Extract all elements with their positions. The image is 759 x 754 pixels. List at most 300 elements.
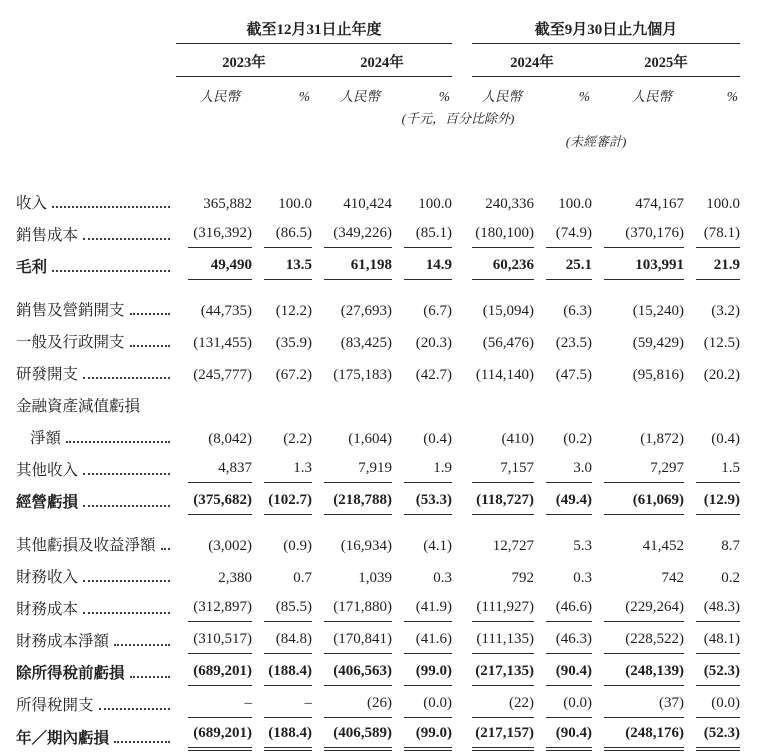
cell-value [684, 485, 740, 517]
cell-value-text: (218,788) [324, 492, 392, 515]
cell-value [592, 357, 684, 389]
cell-value-text: (6.7) [423, 303, 453, 319]
cell-value-text: 240,336 [485, 196, 535, 212]
percent-header: % [298, 89, 310, 104]
row-label [16, 453, 176, 485]
spacer-row [16, 282, 740, 293]
dot-leader [83, 580, 170, 582]
dot-leader [161, 548, 170, 550]
table-row [16, 250, 740, 282]
row-label-text: 財務收入 [16, 569, 79, 586]
cell-value-text: (312,897) [188, 599, 252, 622]
table-row [16, 560, 740, 592]
cell-value-text: (375,682) [188, 492, 252, 515]
cell-value [684, 250, 740, 282]
cell-value [312, 592, 392, 624]
dot-leader [99, 708, 170, 710]
cell-value [534, 421, 592, 453]
cell-value [176, 250, 252, 282]
table-row [16, 218, 740, 250]
cell-value-text: (0.9) [283, 538, 312, 554]
cell-value-text: (406,563) [324, 663, 392, 686]
dot-leader [83, 377, 170, 379]
row-label [16, 389, 176, 421]
cell-value [312, 560, 392, 592]
cell-value [392, 453, 452, 485]
cell-value-text: (52.3) [696, 725, 740, 748]
cell-value [392, 485, 452, 517]
cell-value [252, 293, 312, 325]
row-label [16, 186, 176, 218]
cell-value [534, 528, 592, 560]
cell-value [312, 218, 392, 250]
cell-value-text: (27,693) [340, 303, 392, 319]
cell-value [684, 528, 740, 560]
cell-value-text: (0.0) [546, 695, 592, 718]
cell-value [176, 720, 252, 753]
cell-value [452, 250, 534, 282]
row-label-text: 其他收入 [16, 462, 79, 479]
cell-value [312, 250, 392, 282]
row-label-text: 一般及行政開支 [16, 334, 125, 351]
cell-value-text: (248,176) [604, 725, 684, 748]
dot-leader [52, 270, 170, 272]
row-label [16, 421, 176, 453]
cell-value [452, 592, 534, 624]
cell-value-text: (406,589) [324, 725, 392, 748]
cell-value-text: (3.2) [711, 303, 741, 319]
table-row [16, 592, 740, 624]
row-label [16, 592, 176, 624]
dot-leader [130, 676, 170, 678]
cell-value [312, 453, 392, 485]
cell-value-text: (52.3) [696, 663, 740, 686]
cell-value [252, 560, 312, 592]
cell-value-text: (85.1) [404, 225, 452, 248]
cell-value-text: (118,727) [472, 492, 534, 515]
cell-value-text: 1,039 [358, 570, 392, 586]
cell-value [312, 656, 392, 688]
table-row [16, 528, 740, 560]
cell-value [592, 560, 684, 592]
cell-value [592, 293, 684, 325]
cell-value-text: (4.1) [423, 538, 453, 554]
cell-value [452, 528, 534, 560]
cell-value-text: (248,139) [604, 663, 684, 686]
cell-value-text: (689,201) [188, 725, 252, 748]
cell-value-text: – [188, 695, 252, 718]
cell-value [534, 325, 592, 357]
cell-value-text: 25.1 [546, 257, 592, 280]
cell-value-text: 60,236 [472, 257, 534, 280]
period-group-ninemonth-title: 截至9月30日止九個月 [472, 18, 740, 44]
cell-value [684, 656, 740, 688]
cell-value [176, 421, 252, 453]
row-label-text: 年／期內虧損 [16, 730, 110, 747]
cell-value-text: (111,135) [472, 631, 534, 654]
cell-value-text: (83,425) [340, 335, 392, 351]
currency-header: 人民幣 [631, 89, 673, 104]
cell-value-text: (20.2) [703, 367, 741, 383]
cell-value [176, 186, 252, 218]
cell-value [684, 688, 740, 720]
cell-value [392, 250, 452, 282]
cell-value [252, 720, 312, 753]
table-row [16, 389, 740, 421]
unaudited-note-row [16, 127, 740, 150]
cell-value-text: 365,882 [203, 196, 252, 212]
row-label-text: 收入 [16, 195, 48, 212]
dot-leader [114, 644, 170, 646]
dot-leader [52, 206, 170, 208]
cell-value-text: 41,452 [642, 538, 685, 554]
cell-value-text: 13.5 [264, 257, 312, 280]
cell-value-text: (131,455) [193, 335, 252, 351]
cell-value-text: (46.3) [546, 631, 592, 654]
cell-value [312, 186, 392, 218]
cell-value [452, 186, 534, 218]
table-row [16, 293, 740, 325]
cell-value [534, 624, 592, 656]
cell-value [592, 528, 684, 560]
cell-value-text: (12.2) [275, 303, 312, 319]
cell-value-text: (111,927) [472, 599, 534, 622]
cell-value [176, 485, 252, 517]
cell-value-text: (86.5) [264, 225, 312, 248]
table-row [16, 421, 740, 453]
cell-value-text: 2,380 [218, 570, 252, 586]
period-group-annual-title: 截至12月31日止年度 [176, 18, 452, 44]
cell-value [176, 357, 252, 389]
cell-value [252, 624, 312, 656]
cell-value-text: (310,517) [188, 631, 252, 654]
cell-value-text: (15,094) [482, 303, 535, 319]
cell-value-text: (84.8) [264, 631, 312, 654]
cell-value-text: (410) [501, 431, 535, 447]
row-label [16, 218, 176, 250]
cell-value-text: 14.9 [404, 257, 452, 280]
cell-value [534, 250, 592, 282]
cell-value [534, 186, 592, 218]
cell-value-text: (61,069) [604, 492, 684, 515]
row-label-text: 毛利 [16, 259, 48, 276]
cell-value [252, 325, 312, 357]
cell-value-text: (26) [324, 695, 392, 718]
row-label [16, 528, 176, 560]
cell-value [534, 560, 592, 592]
cell-value [684, 592, 740, 624]
cell-value-text: (228,522) [604, 631, 684, 654]
table-row [16, 357, 740, 389]
cell-value-text: (245,777) [193, 367, 252, 383]
cell-value [392, 293, 452, 325]
cell-value [452, 357, 534, 389]
cell-value-text: (99.0) [404, 663, 452, 686]
cell-value [392, 218, 452, 250]
cell-value [252, 485, 312, 517]
cell-value [312, 485, 392, 517]
cell-value-text: – [264, 695, 312, 718]
row-label-text: 所得稅開支 [16, 697, 94, 714]
table-row [16, 186, 740, 218]
cell-value-text: (42.7) [415, 367, 453, 383]
row-label-text: 銷售成本 [16, 227, 79, 244]
cell-value-text: 792 [511, 570, 535, 586]
cell-value [534, 453, 592, 485]
cell-value-text: (59,429) [632, 335, 685, 351]
cell-value-text: (1,872) [640, 431, 685, 447]
dot-leader [114, 741, 170, 743]
cell-value [176, 325, 252, 357]
cell-value [592, 250, 684, 282]
empty-cells [176, 389, 740, 421]
cell-value-text: (170,841) [324, 631, 392, 654]
cell-value [176, 528, 252, 560]
cell-value-text: (20.3) [415, 335, 453, 351]
cell-value [392, 528, 452, 560]
cell-value-text: 100.0 [418, 196, 453, 212]
cell-value-text: (316,392) [188, 225, 252, 248]
cell-value [392, 624, 452, 656]
cell-value [392, 421, 452, 453]
cell-value-text: 742 [661, 570, 685, 586]
cell-value [534, 592, 592, 624]
dot-leader [83, 505, 170, 507]
cell-value [452, 453, 534, 485]
dot-leader [130, 345, 170, 347]
cell-value [252, 250, 312, 282]
table-row [16, 720, 740, 753]
table-row [16, 325, 740, 357]
cell-value-text: 100.0 [278, 196, 312, 212]
row-label-text: 財務成本淨額 [16, 633, 110, 650]
cell-value [312, 720, 392, 753]
cell-value-text: (175,183) [333, 367, 392, 383]
cell-value-text: (12.5) [703, 335, 741, 351]
unit-note: (千元，百分比除外) [401, 111, 515, 126]
cell-value-text: (180,100) [472, 225, 534, 248]
row-label-text: 財務成本 [16, 601, 79, 618]
cell-value-text: (90.4) [546, 663, 592, 686]
percent-header: % [578, 89, 591, 104]
label-column-spacer [16, 10, 176, 44]
cell-value [684, 720, 740, 753]
row-label [16, 293, 176, 325]
row-label-text: 金融資產減值虧損 [16, 398, 141, 415]
cell-value [312, 528, 392, 560]
cell-value-text: (217,135) [472, 663, 534, 686]
year-2024: 2024年 [312, 44, 452, 77]
cell-value-text: (41.6) [404, 631, 452, 654]
currency-header: 人民幣 [339, 89, 380, 104]
percent-header: % [726, 89, 739, 104]
row-label [16, 720, 176, 753]
row-label [16, 656, 176, 688]
cell-value-text: (78.1) [696, 225, 740, 248]
cell-value-text: 0.3 [573, 570, 593, 586]
cell-value [176, 592, 252, 624]
cell-value-text: (0.0) [696, 695, 740, 718]
table-row [16, 688, 740, 720]
row-label [16, 250, 176, 282]
cell-value [176, 560, 252, 592]
cell-value-text: 0.7 [293, 570, 312, 586]
cell-value [452, 218, 534, 250]
dot-leader [66, 441, 170, 443]
cell-value [452, 293, 534, 325]
dot-leader [83, 238, 170, 240]
row-label [16, 357, 176, 389]
row-label-text: 其他虧損及收益淨額 [16, 537, 156, 554]
year-2024-ninemonth: 2024年 [452, 44, 592, 77]
cell-value [312, 357, 392, 389]
cell-value [392, 592, 452, 624]
cell-value [392, 720, 452, 753]
cell-value-text: (114,140) [475, 367, 535, 383]
cell-value-text: (15,240) [632, 303, 685, 319]
cell-value-text: 1.9 [404, 460, 452, 483]
cell-value [592, 592, 684, 624]
cell-value-text: 0.2 [721, 570, 741, 586]
unit-note-row [16, 105, 740, 127]
cell-value [534, 218, 592, 250]
cell-value [176, 688, 252, 720]
cell-value [534, 293, 592, 325]
cell-value [592, 720, 684, 753]
cell-value-text: (6.3) [563, 303, 593, 319]
cell-value-text: (12.9) [696, 492, 740, 515]
cell-value [252, 218, 312, 250]
cell-value [392, 325, 452, 357]
cell-value [452, 485, 534, 517]
cell-value-text: (44,735) [200, 303, 252, 319]
cell-value [592, 186, 684, 218]
cell-value [312, 325, 392, 357]
cell-value-text: 21.9 [696, 257, 740, 280]
cell-value [592, 325, 684, 357]
cell-value-text: 61,198 [324, 257, 392, 280]
cell-value-text: (95,816) [632, 367, 685, 383]
cell-value-text: (48.3) [696, 599, 740, 622]
row-label [16, 560, 176, 592]
cell-value-text: 100.0 [706, 196, 741, 212]
row-label-text: 銷售及營銷開支 [16, 302, 125, 319]
cell-value [452, 720, 534, 753]
cell-value-text: (90.4) [546, 725, 592, 748]
cell-value-text: 103,991 [604, 257, 684, 280]
cell-value-text: (0.2) [563, 431, 593, 447]
cell-value [452, 325, 534, 357]
cell-value-text: 1.3 [264, 460, 312, 483]
cell-value-text: (74.9) [546, 225, 592, 248]
cell-value-text: (16,934) [340, 538, 392, 554]
cell-value [684, 186, 740, 218]
row-label-text: 除所得稅前虧損 [16, 665, 125, 682]
cell-value [684, 357, 740, 389]
cell-value-text: (37) [604, 695, 684, 718]
cell-value-text: (56,476) [482, 335, 535, 351]
row-label-text: 研發開支 [16, 366, 79, 383]
cell-value [452, 624, 534, 656]
row-label [16, 485, 176, 517]
cell-value-text: 100.0 [558, 196, 593, 212]
cell-value-text: 0.3 [433, 570, 453, 586]
cell-value-text: 7,297 [604, 460, 684, 483]
cell-value-text: 410,424 [343, 196, 392, 212]
cell-value [534, 656, 592, 688]
cell-value [452, 560, 534, 592]
cell-value [252, 656, 312, 688]
cell-value-text: 4,837 [188, 460, 252, 483]
cell-value [392, 357, 452, 389]
cell-value [684, 293, 740, 325]
dot-leader [130, 313, 170, 315]
unaudited-note: (未經審計) [565, 134, 627, 149]
cell-value-text: (689,201) [188, 663, 252, 686]
cell-value [312, 688, 392, 720]
cell-value [312, 421, 392, 453]
header-spacer-row [16, 150, 740, 186]
cell-value-text: 474,167 [635, 196, 685, 212]
cell-value-text: 49,490 [188, 257, 252, 280]
cell-value-text: (349,226) [324, 225, 392, 248]
cell-value [252, 528, 312, 560]
financial-statement-page [0, 10, 759, 754]
row-label [16, 325, 176, 357]
cell-value-text: (46.6) [546, 599, 592, 622]
cell-value-text: (47.5) [555, 367, 593, 383]
period-group-ninemonth [452, 10, 740, 44]
currency-header: 人民幣 [481, 89, 523, 104]
cell-value-text: 1.5 [696, 460, 740, 483]
cell-value-text: (171,880) [324, 599, 392, 622]
cell-value-text: (217,157) [472, 725, 534, 748]
cell-value [592, 218, 684, 250]
cell-value [534, 485, 592, 517]
cell-value [452, 656, 534, 688]
income-statement-table [16, 10, 740, 753]
cell-value [392, 688, 452, 720]
cell-value [252, 453, 312, 485]
dot-leader [83, 473, 170, 475]
cell-value-text: 7,157 [472, 460, 534, 483]
cell-value-text: (99.0) [404, 725, 452, 748]
cell-value [684, 453, 740, 485]
row-label [16, 624, 176, 656]
cell-value [534, 357, 592, 389]
cell-value [392, 560, 452, 592]
cell-value-text: (0.4) [423, 431, 453, 447]
cell-value [452, 421, 534, 453]
period-group-annual [176, 10, 452, 44]
cell-value-text: 7,919 [324, 460, 392, 483]
cell-value [176, 656, 252, 688]
cell-value [392, 186, 452, 218]
year-2023: 2023年 [176, 44, 312, 77]
cell-value-text: (1,604) [348, 431, 392, 447]
cell-value-text: (0.4) [711, 431, 741, 447]
row-label-text: 經營虧損 [16, 494, 79, 511]
cell-value [452, 688, 534, 720]
cell-value [592, 688, 684, 720]
cell-value [392, 656, 452, 688]
cell-value [592, 656, 684, 688]
cell-value-text: (2.2) [283, 431, 312, 447]
cell-value-text: (8,042) [208, 431, 252, 447]
row-label-text: 淨額 [30, 430, 62, 447]
cell-value [252, 421, 312, 453]
cell-value-text: (22) [472, 695, 534, 718]
